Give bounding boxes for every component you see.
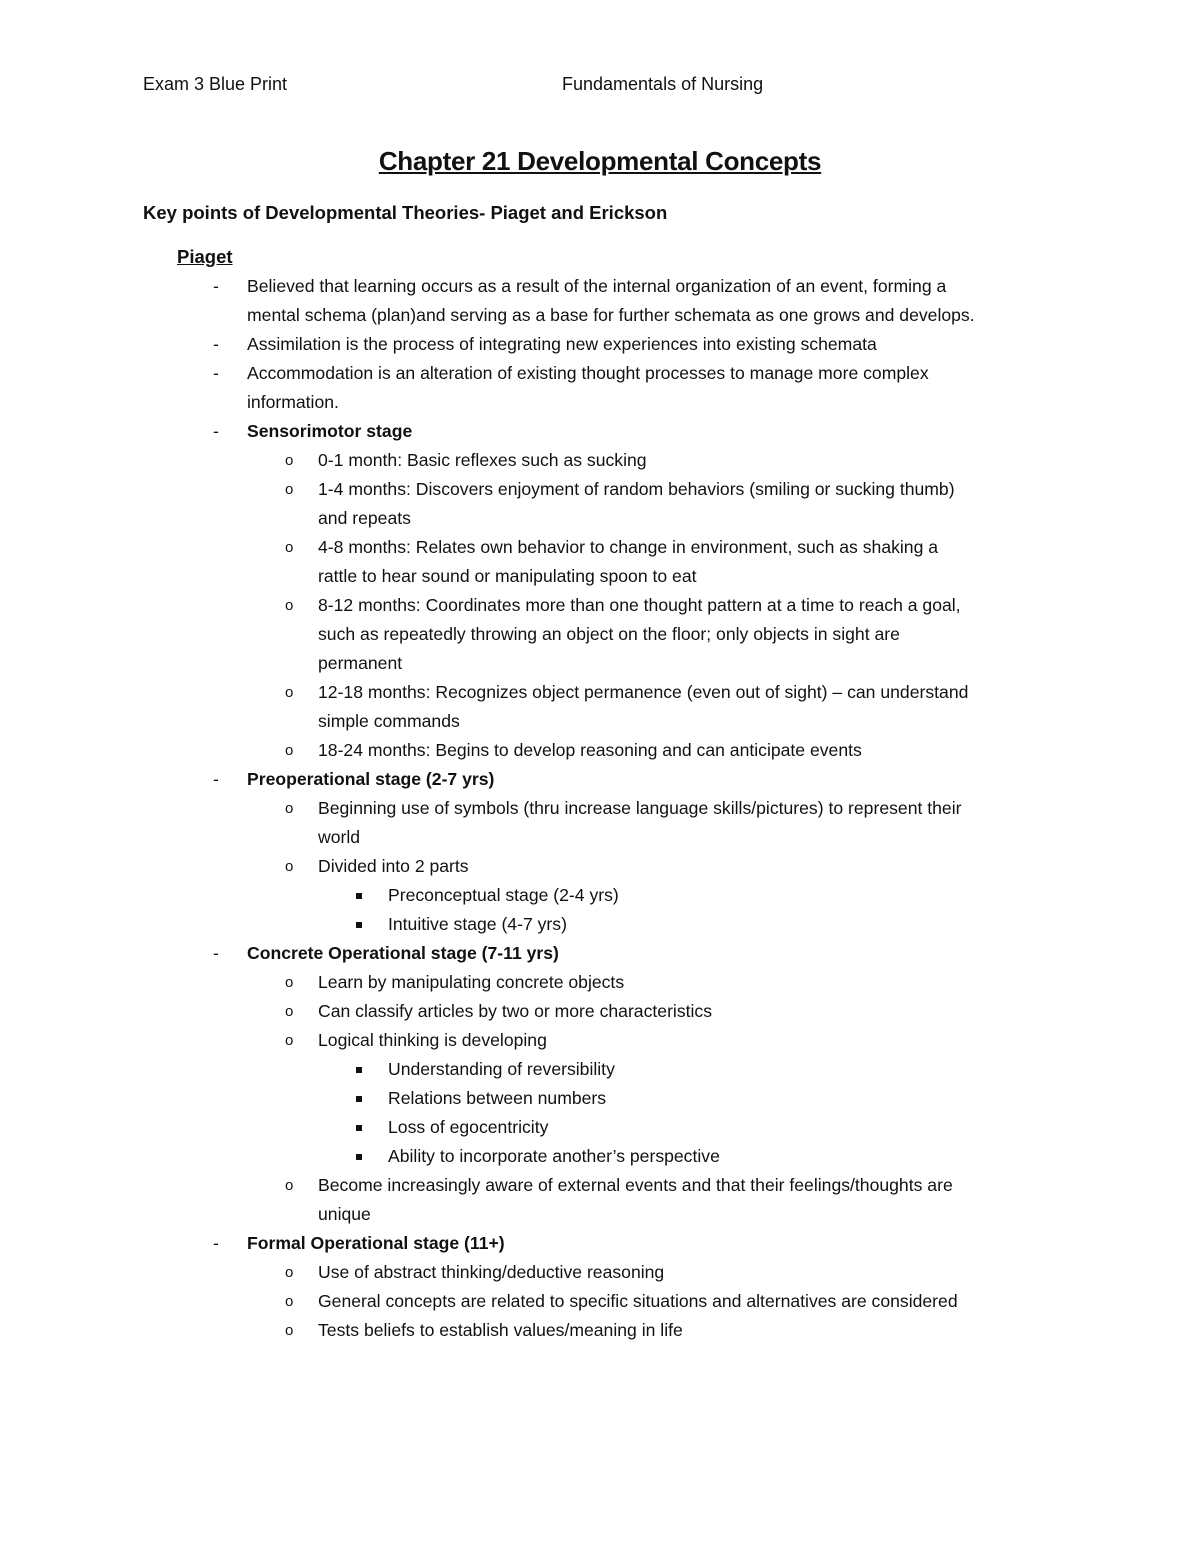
list-item	[0, 1084, 1200, 1113]
list-item-text: such as repeatedly throwing an object on the floor; only objects in sight are	[318, 624, 900, 644]
page-header	[143, 74, 1063, 98]
section-title-piaget: Piaget	[177, 246, 233, 267]
list-item	[0, 910, 1200, 939]
circle-bullet: o	[285, 481, 294, 498]
page-title: Chapter 21 Developmental Concepts	[378, 146, 822, 176]
list-item	[0, 1113, 1200, 1142]
list-item-text: Can classify articles by two or more characteristics	[318, 1001, 713, 1021]
list-item-text: Assimilation is the process of integrating new experiences into existing schemata	[247, 334, 877, 354]
list-item-continuation	[0, 620, 1200, 649]
circle-bullet: o	[285, 1322, 294, 1339]
subheading: Key points of Developmental Theories- Piaget and Erickson	[143, 202, 668, 223]
stage-heading-text: Formal Operational stage (11+)	[247, 1233, 505, 1253]
list-item-text: and repeats	[318, 508, 411, 528]
circle-bullet: o	[285, 1003, 294, 1020]
list-item-text: 12-18 months: Recognizes object permanence (even out of sight) – can understand	[318, 682, 969, 702]
list-item-text: Believed that learning occurs as a result of the internal organization of an event, forming a	[247, 276, 947, 296]
list-item-text: world	[318, 827, 361, 847]
list-item	[0, 533, 1200, 562]
stage-heading-text: Concrete Operational stage (7-11 yrs)	[247, 943, 559, 963]
list-item-text: 0-1 month: Basic reflexes such as sucking	[318, 450, 647, 470]
list-item-text: Preconceptual stage (2-4 yrs)	[388, 885, 619, 905]
list-item-continuation	[0, 823, 1200, 852]
circle-bullet: o	[285, 858, 294, 875]
circle-bullet: o	[285, 742, 294, 759]
circle-bullet: o	[285, 1293, 294, 1310]
list-item-continuation	[0, 388, 1200, 417]
list-item	[0, 330, 1200, 359]
circle-bullet: o	[285, 1177, 294, 1194]
list-item-continuation	[0, 649, 1200, 678]
list-item	[0, 1287, 1200, 1316]
list-item-text: rattle to hear sound or manipulating spoon to eat	[318, 566, 697, 586]
circle-bullet: o	[285, 800, 294, 817]
circle-bullet: o	[285, 684, 294, 701]
dash-bullet: -	[213, 334, 219, 354]
list-item-text: simple commands	[318, 711, 460, 731]
list-item	[0, 968, 1200, 997]
list-item	[0, 475, 1200, 504]
list-item-text: Intuitive stage (4-7 yrs)	[388, 914, 567, 934]
list-item-continuation	[0, 504, 1200, 533]
list-item-continuation	[0, 562, 1200, 591]
list-item	[0, 446, 1200, 475]
list-item	[0, 852, 1200, 881]
list-item	[0, 1171, 1200, 1200]
dash-bullet: -	[213, 769, 219, 789]
list-item-text: Learn by manipulating concrete objects	[318, 972, 625, 992]
list-item	[0, 272, 1200, 301]
circle-bullet: o	[285, 597, 294, 614]
header-center-text: Fundamentals of Nursing	[562, 74, 764, 94]
list-item-continuation	[0, 1200, 1200, 1229]
list-item-text: Accommodation is an alteration of existing thought processes to manage more complex	[247, 363, 929, 383]
list-item	[0, 736, 1200, 765]
list-item-text: information.	[247, 392, 339, 412]
list-item-text: unique	[318, 1204, 371, 1224]
list-item-text: Relations between numbers	[388, 1088, 607, 1108]
list-item	[0, 1258, 1200, 1287]
stage-heading	[0, 765, 1200, 794]
list-item-text: mental schema (plan)and serving as a base for further schemata as one grows and develops.	[247, 305, 975, 325]
list-item-text: Use of abstract thinking/deductive reasoning	[318, 1262, 665, 1282]
circle-bullet: o	[285, 1264, 294, 1281]
list-item-continuation	[0, 301, 1200, 330]
piaget-content	[0, 272, 1200, 1345]
list-item	[0, 1055, 1200, 1084]
list-item	[0, 997, 1200, 1026]
list-item-text: Ability to incorporate another’s perspective	[388, 1146, 720, 1166]
list-item	[0, 1142, 1200, 1171]
dash-bullet: -	[213, 421, 219, 441]
list-item	[0, 1316, 1200, 1345]
list-item-text: 4-8 months: Relates own behavior to change in environment, such as shaking a	[318, 537, 939, 557]
stage-heading	[0, 1229, 1200, 1258]
stage-heading	[0, 939, 1200, 968]
list-item	[0, 359, 1200, 388]
list-item-text: Divided into 2 parts	[318, 856, 469, 876]
list-item-text: Logical thinking is developing	[318, 1030, 547, 1050]
list-item-text: 1-4 months: Discovers enjoyment of random behaviors (smiling or sucking thumb)	[318, 479, 955, 499]
list-item-text: Tests beliefs to establish values/meaning in life	[318, 1320, 683, 1340]
dash-bullet: -	[213, 276, 219, 296]
list-item-text: Understanding of reversibility	[388, 1059, 615, 1079]
list-item-text: Beginning use of symbols (thru increase language skills/pictures) to represent their	[318, 798, 962, 818]
list-item	[0, 1026, 1200, 1055]
list-item	[0, 591, 1200, 620]
list-item-text: permanent	[318, 653, 403, 673]
dash-bullet: -	[213, 943, 219, 963]
list-item-text: General concepts are related to specific situations and alternatives are considered	[318, 1291, 958, 1311]
dash-bullet: -	[213, 1233, 219, 1253]
circle-bullet: o	[285, 1032, 294, 1049]
header-left-text: Exam 3 Blue Print	[143, 74, 288, 94]
list-item	[0, 881, 1200, 910]
dash-bullet: -	[213, 363, 219, 383]
list-item	[0, 794, 1200, 823]
list-item-text: 18-24 months: Begins to develop reasoning and can anticipate events	[318, 740, 862, 760]
circle-bullet: o	[285, 974, 294, 991]
stage-heading-text: Sensorimotor stage	[247, 421, 413, 441]
list-item-text: Become increasingly aware of external events and that their feelings/thoughts are	[318, 1175, 953, 1195]
list-item-text: 8-12 months: Coordinates more than one thought pattern at a time to reach a goal,	[318, 595, 961, 615]
stage-heading-text: Preoperational stage (2-7 yrs)	[247, 769, 495, 789]
circle-bullet: o	[285, 452, 294, 469]
stage-heading	[0, 417, 1200, 446]
list-item	[0, 678, 1200, 707]
list-item-text: Loss of egocentricity	[388, 1117, 549, 1137]
circle-bullet: o	[285, 539, 294, 556]
list-item-continuation	[0, 707, 1200, 736]
